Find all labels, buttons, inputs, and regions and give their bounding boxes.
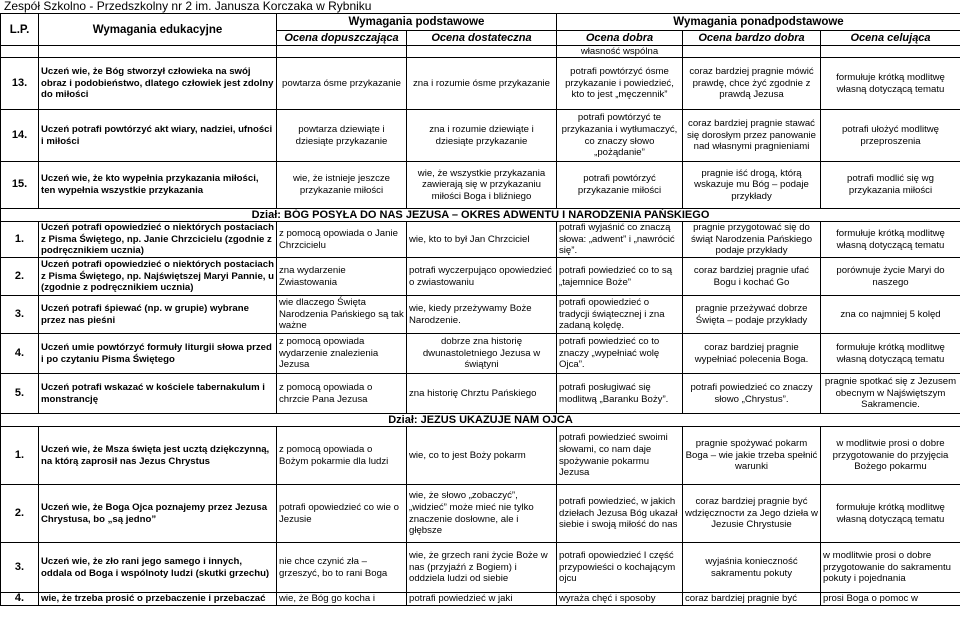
table-row [1, 296, 960, 334]
col-requirements: Wymagania edukacyjne [39, 14, 277, 46]
row-number: 15. [1, 162, 39, 209]
row-number: 4. [1, 593, 39, 606]
table-cell: wie, kto to był Jan Chrzciciel [407, 222, 557, 258]
row-number: 13. [1, 58, 39, 110]
table-cell: z pomocą opowiada wydarzenie znalezienia Jezusa [277, 334, 407, 374]
table-cell: potrafi posługiwać się modlitwą „Baranku Boży”. [557, 374, 683, 414]
col-advanced: Wymagania ponadpodstawowe [557, 14, 960, 31]
table-cell: coraz bardziej pragnie być wdzięcznости za Jego dzieła w Jezusie Chrystusie [683, 485, 821, 543]
requirement-text: Uczeń wie, że Boga Ojca poznajemy przez Jezusa Chrystusa, bo „są jedno” [39, 485, 277, 543]
table-cell: potrafi ułożyć modlitwę przeproszenia [821, 110, 960, 162]
table-cell: potrafi powtórzyć przykazanie miłości [557, 162, 683, 209]
table-cell: formułuje krótką modlitwę własną dotyczącą tematu [821, 334, 960, 374]
table-row [1, 334, 960, 374]
table-cell: wie, że Bóg go kocha i [277, 593, 407, 606]
table-cell: prosi Boga o pomoc w [821, 593, 960, 606]
table-cell: w modlitwie prosi o dobre przygotowanie do sakramentu pokuty i pojednania [821, 543, 960, 593]
table-cell: własność wspólna [557, 46, 683, 58]
table-cell: wie, że istnieje jeszcze przykazanie miłości [277, 162, 407, 209]
requirement-text: Uczeń wie, że Bóg stworzył człowieka na swój obraz i podobieństwo, dlatego człowiek jest zdolny do miłości [39, 58, 277, 110]
table-cell: potrafi opowiedzieć co wie o Jezusie [277, 485, 407, 543]
table-cell: wie, że słowo „zobaczyć”, „widzieć” może mieć nie tylko znaczenie dosłowne, ale i głębsze [407, 485, 557, 543]
table-row [1, 258, 960, 296]
table-cell: formułuje krótką modlitwę własną dotyczącą tematu [821, 485, 960, 543]
table-cell: powtarza dziewiąte i dziesiąte przykazanie [277, 110, 407, 162]
requirement-text: Uczeń potrafi powtórzyć akt wiary, nadziei, ufności i miłości [39, 110, 277, 162]
table-cell: potrafi powiedzieć co to są „tajemnice Boże” [557, 258, 683, 296]
table-cell: potrafi powtórzyć te przykazania i wytłumaczyć, co znaczy słowo „pożądanie” [557, 110, 683, 162]
row-number: 3. [1, 296, 39, 334]
table-cell: zna co najmniej 5 kolęd [821, 296, 960, 334]
requirement-text: wie, że trzeba prosić o przebaczenie i przebaczać [39, 593, 277, 606]
table-cell: porównuje życie Maryi do naszego [821, 258, 960, 296]
table-row [1, 110, 960, 162]
table-row [1, 374, 960, 414]
requirement-text: Uczeń wie, że kto wypełnia przykazania miłości, ten wypełnia wszystkie przykazania [39, 162, 277, 209]
table-cell: nie chce czynić zła – grzeszyć, bo to rani Boga [277, 543, 407, 593]
table-cell: w modlitwie prosi o dobre przygotowanie do przyjęcia Bożego pokarmu [821, 427, 960, 485]
table-row [1, 58, 960, 110]
table-cell: pragnie przeżywać dobrze Święta – podaje przykłady [683, 296, 821, 334]
requirement-text: Uczeń potrafi opowiedzieć o niektórych postaciach z Pisma Świętego, np. Najświętszej Maryi Pannie, u (zgodnie z podręcznikiem uczniа) [39, 258, 277, 296]
row-number: 5. [1, 374, 39, 414]
row-number: 1. [1, 222, 39, 258]
table-cell: pragnie spotkać się z Jezusem obecnym w Najświętszym Sakramencie. [821, 374, 960, 414]
table-cell: zna i rozumie ósme przykazanie [407, 58, 557, 110]
table-cell: wyjaśnia konieczność sakramentu pokuty [683, 543, 821, 593]
table-cell: wie, kiedy przeżywamy Boże Narodzenie. [407, 296, 557, 334]
table-cell: dobrze zna historię dwunastoletniego Jezusa w świątyni [407, 334, 557, 374]
table-cell: z pomocą opowiada o chrzcie Pana Jezusa [277, 374, 407, 414]
table-row [1, 593, 960, 606]
table-cell: potrafi powiedzieć, w jakich dziełach Jezusa Bóg ukazał siebie i swoją miłość do nas [557, 485, 683, 543]
row-number: 3. [1, 543, 39, 593]
grade-3: Ocena dobra [557, 31, 683, 46]
table-cell: pragnie iść drogą, którą wskazuje mu Bóg – podaje przykłady [683, 162, 821, 209]
requirement-text: Uczeń wie, że Msza święta jest ucztą dziękczynną, na którą zaprosił nas Jezus Chrystus [39, 427, 277, 485]
table-cell: potrafi opowiedzieć I część przypowieści o kochającym ojcu [557, 543, 683, 593]
table-row [1, 485, 960, 543]
col-lp: L.P. [1, 14, 39, 46]
table-cell: formułuje krótką modlitwę własną dotyczącą tematu [821, 222, 960, 258]
grade-1: Ocena dopuszczająca [277, 31, 407, 46]
row-number: 14. [1, 110, 39, 162]
row-number: 2. [1, 258, 39, 296]
section-heading: Dział: JEZUS UKAZUJE NAM OJCA [1, 414, 960, 427]
requirements-table [0, 13, 960, 606]
table-cell: zna wydarzenie Zwiastowania [277, 258, 407, 296]
table-cell: wie, że grzech rani życie Boże w nas (przyjaźń z Bogiem) i oddziela ludzi od siebie [407, 543, 557, 593]
row-number: 4. [1, 334, 39, 374]
document-header: Zespół Szkolno - Przedszkolny nr 2 im. Janusza Korczaka w Rybniku [4, 0, 372, 13]
requirement-text: Uczeń potrafi śpiewać (np. w grupie) wybrane przez nas pieśni [39, 296, 277, 334]
col-basic: Wymagania podstawowe [277, 14, 557, 31]
table-cell: potrafi wyczerpująco opowiedzieć o zwiastowaniu [407, 258, 557, 296]
table-cell: potrafi powiedzieć swoimi słowami, co nam daje spożywanie pokarmu Jezusa [557, 427, 683, 485]
table-cell: potrafi wyjaśnić co znaczą słowa: „adwent” i „nawrócić się”. [557, 222, 683, 258]
table-cell: pragnie przygotować się do świąt Narodzenia Pańskiego podaje przykłady [683, 222, 821, 258]
table-cell: wie, co to jest Boży pokarm [407, 427, 557, 485]
table-row [1, 427, 960, 485]
table-cell: coraz bardziej pragnie być [683, 593, 821, 606]
table-cell: coraz bardziej pragnie mówić prawdę, chce żyć zgodnie z prawdą Jezusa [683, 58, 821, 110]
table-cell: zna i rozumie dziewiąte i dziesiąte przykazanie [407, 110, 557, 162]
requirement-text: Uczeń umie powtórzyć formuły liturgii słowa przed i po czytaniu Pisma Świętego [39, 334, 277, 374]
section-heading: Dział: BÓG POSYŁA DO NAS JEZUSA – OKRES ADWENTU I NARODZENIA PAŃSKIEGO [1, 209, 960, 222]
table-cell: z pomocą opowiada o Janie Chrzcicielu [277, 222, 407, 258]
table-cell: potrafi opowiedzieć o tradycji świątecznej i zna zadaną kolędę. [557, 296, 683, 334]
table-cell: zna historię Chrztu Pańskiego [407, 374, 557, 414]
table-cell: pragnie spożywać pokarm Boga – wie jakie trzeba spełnić warunki [683, 427, 821, 485]
table-cell: formułuje krótką modlitwę własną dotyczącą tematu [821, 58, 960, 110]
table-cell: wyraża chęć i sposoby [557, 593, 683, 606]
table-cell: potrafi powiedzieć co znaczy słowo „Chrystus”. [683, 374, 821, 414]
table-cell: wie, że wszystkie przykazania zawierają się w przykazaniu miłości Boga i bliźniego [407, 162, 557, 209]
table-row [1, 222, 960, 258]
table-row [1, 162, 960, 209]
table-cell: wie dlaczego Święta Narodzenia Pańskiego są tak ważne [277, 296, 407, 334]
grade-2: Ocena dostateczna [407, 31, 557, 46]
row-number: 2. [1, 485, 39, 543]
grade-4: Ocena bardzo dobra [683, 31, 821, 46]
table-cell: potrafi powiedzieć co to znaczy „wypełniać wolę Ojca”. [557, 334, 683, 374]
requirement-text: Uczeń wie, że zło rani jego samego i innych, oddala od Boga i wspólnoty ludzi (skutki grzechu) [39, 543, 277, 593]
table-cell: coraz bardziej pragnie ufać Bogu i kochać Go [683, 258, 821, 296]
table-row [1, 543, 960, 593]
table-cell: powtarza ósme przykazanie [277, 58, 407, 110]
table-cell: potrafi modlić się wg przykazania miłości [821, 162, 960, 209]
table-cell: potrafi powtórzyć ósme przykazanie i powiedzieć, kto to jest „męczennik” [557, 58, 683, 110]
table-cell: coraz bardziej pragnie wypełniać polecenia Boga. [683, 334, 821, 374]
table-cell: coraz bardziej pragnie stawać się dorosłym przez panowanie nad własnymi pragnieniami [683, 110, 821, 162]
table-cell: potrafi powiedzieć w jaki [407, 593, 557, 606]
grade-5: Ocena celująca [821, 31, 960, 46]
table-cell: z pomocą opowiada o Bożym pokarmie dla ludzi [277, 427, 407, 485]
row-number: 1. [1, 427, 39, 485]
requirement-text: Uczeń potrafi opowiedzieć o niektórych postaciach z Pisma Świętego, np. Janie Chrzcicielu (zgodnie z podręcznikiem uczniа) [39, 222, 277, 258]
requirement-text: Uczeń potrafi wskazać w kościele tabernakulum i monstrancję [39, 374, 277, 414]
